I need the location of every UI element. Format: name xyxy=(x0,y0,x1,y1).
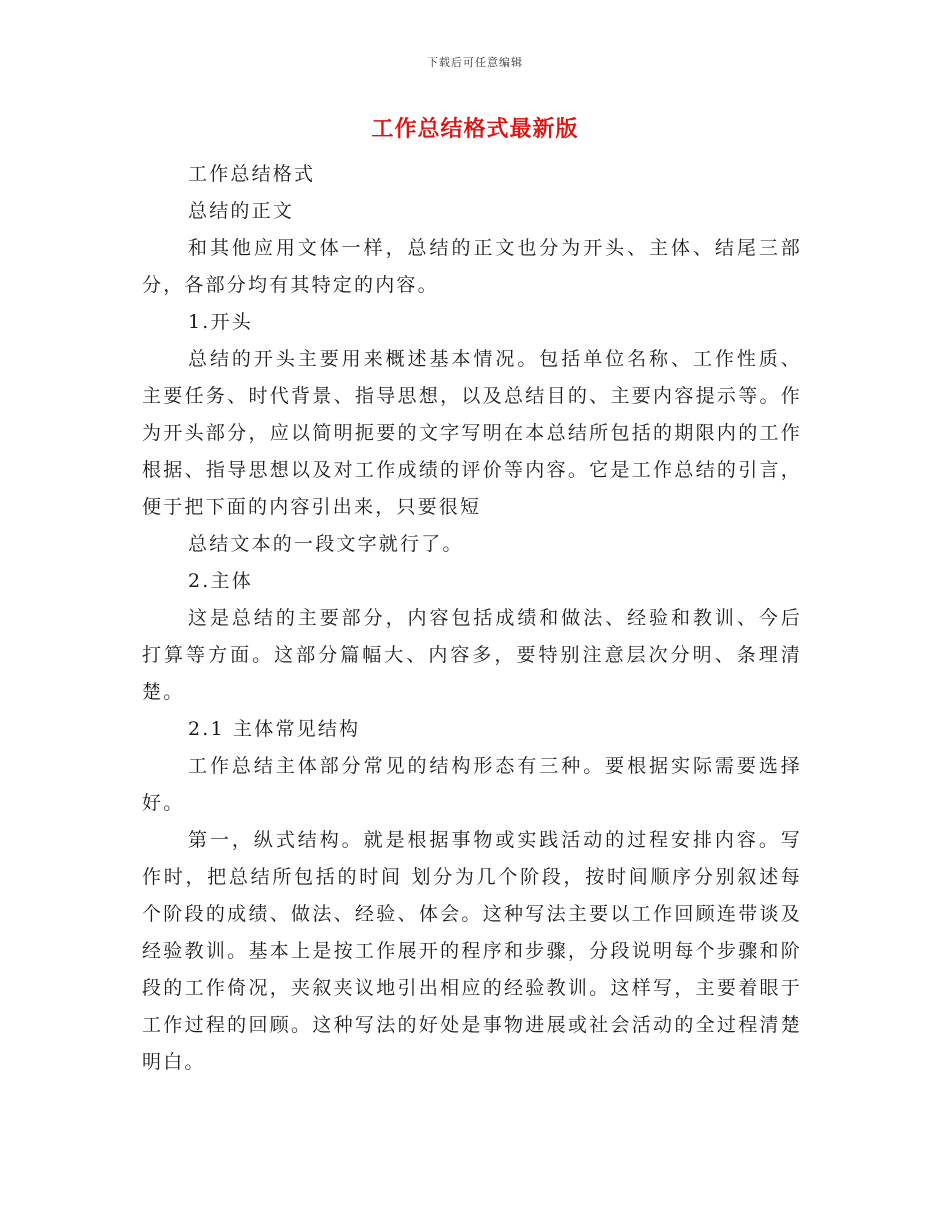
document-body xyxy=(142,156,802,1081)
paragraph-heading-body: 总结的正文 xyxy=(188,200,295,222)
section-heading-opening: 1.开头 xyxy=(188,311,253,333)
paragraph-subject: 工作总结格式 xyxy=(188,163,316,185)
subsection-heading-structure: 2.1 主体常见结构 xyxy=(188,718,361,740)
paragraph-intro: 和其他应用文体一样，总结的正文也分为开头、主体、结尾三部分，各部分均有其特定的内容。 xyxy=(142,237,802,296)
section-heading-main: 2.主体 xyxy=(188,570,253,592)
header-note: 下载后可任意编辑 xyxy=(427,56,523,69)
paragraph-opening: 总结的开头主要用来概述基本情况。包括单位名称、工作性质、主要任务、时代背景、指导思想，以及总结目的、主要内容提示等。作为开头部分，应以简明扼要的文字写明在本总结所包括的期限内的工作根据、指导思想以及对工作成绩的评价等内容。它是工作总结的引言，便于把下面的内容引出来，只要很短 xyxy=(142,348,802,518)
paragraph-main: 这是总结的主要部分，内容包括成绩和做法、经验和教训、今后打算等方面。这部分篇幅大、内容多，要特别注意层次分明、条理清楚。 xyxy=(142,607,802,703)
paragraph-structure: 工作总结主体部分常见的结构形态有三种。要根据实际需要选择好。 xyxy=(142,755,802,814)
paragraph-vertical-structure: 第一，纵式结构。就是根据事物或实践活动的过程安排内容。写作时，把总结所包括的时间 划分为几个阶段，按时间顺序分别叙述每个阶段的成绩、做法、经验、体会。这种写法主要以工作回顾连带谈及经验教训。基本上是按工作展开的程序和步骤，分段说明每个步骤和阶段的工作倚况，夹叙夹议地引出相应的经验教训。这样写，主要着眼于工作过程的回顾。这种写法的好处是事物进展或社会活动的全过程清楚明白。 xyxy=(142,829,802,1073)
document-title: 工作总结格式最新版 xyxy=(371,116,579,142)
paragraph-opening-cont: 总结文本的一段文字就行了。 xyxy=(188,533,464,555)
